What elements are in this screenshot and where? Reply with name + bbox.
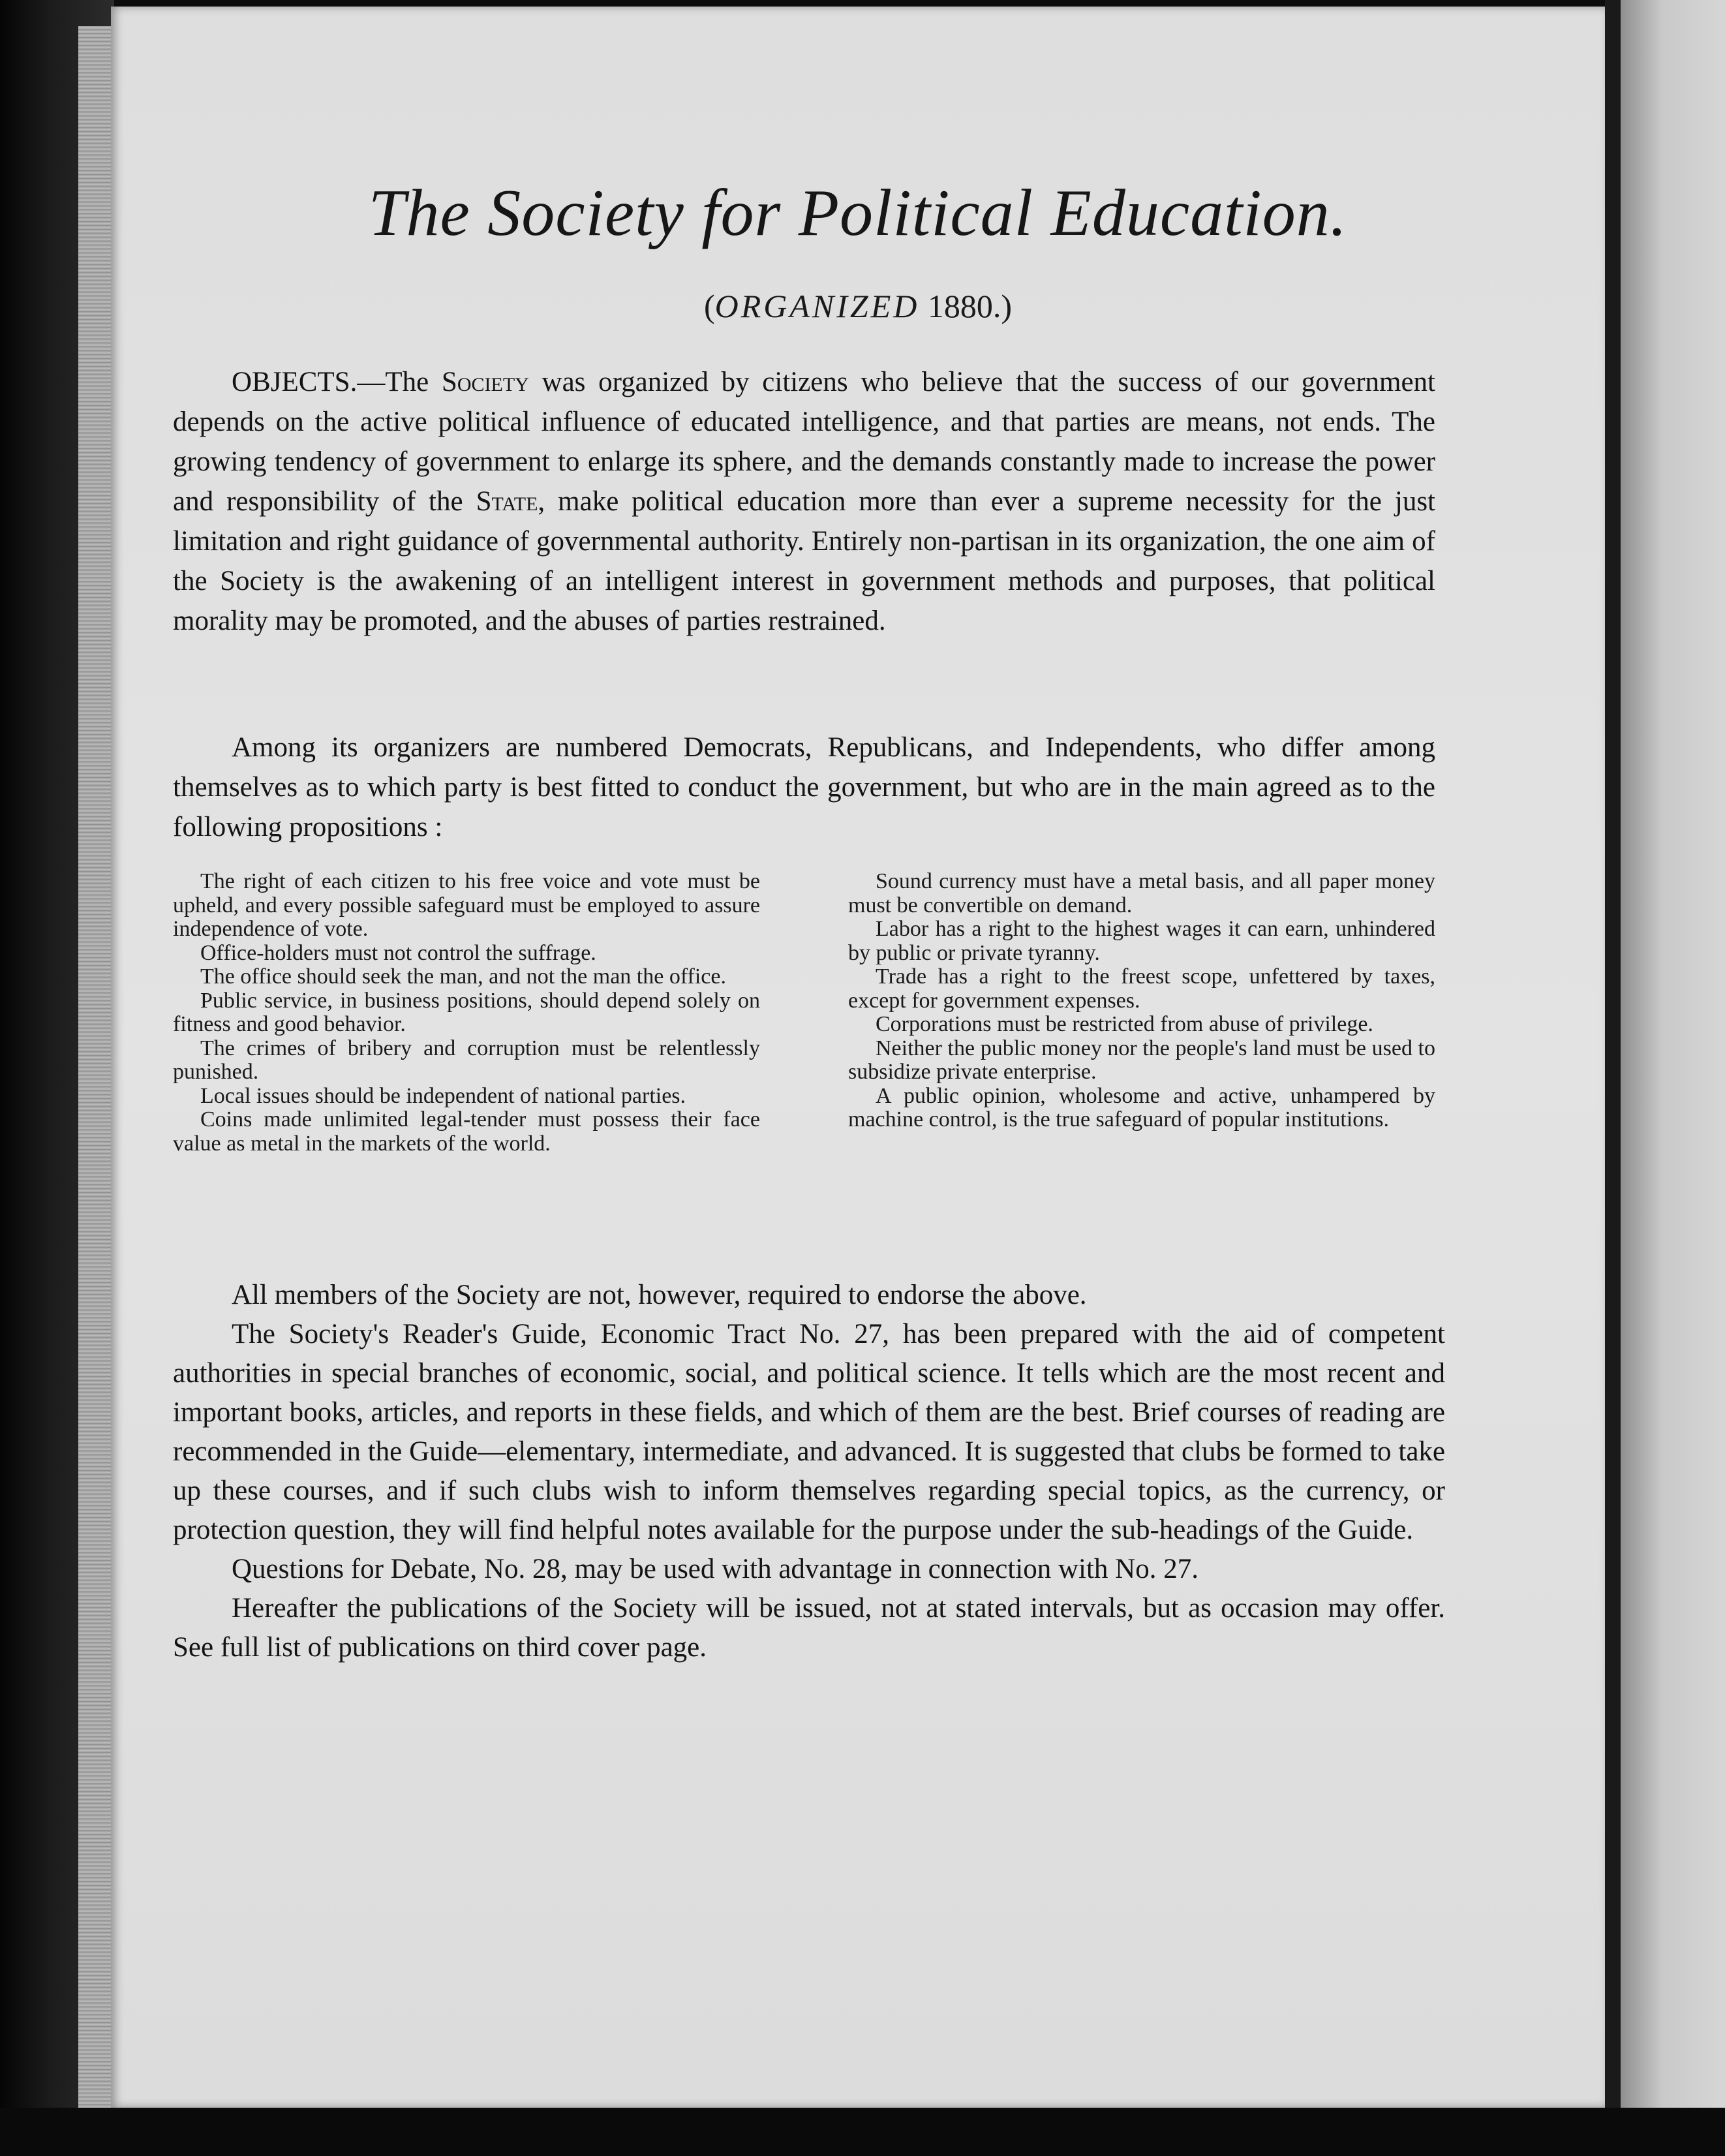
readers-guide-paragraph: The Society's Reader's Guide, Economic Tract No. 27, has been prepared with the aid of competent authorities in special branches of economic, social, and political science. It tells which are the most recent and important books, articles, and reports in these fields, and which of them are the best. Brief courses of reading are recommended in the Guide—elementary, intermediate, and advanced. It is suggested that clubs be formed to take up these courses, and if such clubs wish to inform themselves regarding special topics, as the currency, or protection question, they will find helpful notes available for the purpose under the sub-headings of the Guide. [173, 1319, 1445, 1545]
organized-subtitle [111, 287, 1605, 325]
bottom-shadow [0, 2108, 1725, 2156]
proposition-item: The office should seek the man, and not the man the office. [200, 964, 726, 989]
proposition-item: The crimes of bribery and corruption must be relentlessly punished. [173, 1036, 760, 1084]
proposition-item: Corporations must be restricted from abuse of privilege. [876, 1012, 1373, 1036]
subtitle-organized: ORGANIZED [714, 288, 920, 324]
endorse-paragraph: All members of the Society are not, however, required to endorse the above. [232, 1280, 1087, 1310]
propositions-right-column [848, 870, 1435, 1156]
proposition-item: Office-holders must not control the suffrage. [200, 940, 596, 965]
subtitle-open: ( [703, 288, 715, 324]
proposition-item: A public opinion, wholesome and active, unhampered by machine control, is the true safeguard of popular institutions. [848, 1083, 1435, 1132]
proposition-item: Public service, in business positions, should depend solely on fitness and good behavior. [173, 988, 760, 1036]
objects-paragraph [173, 362, 1435, 641]
publications-paragraph: Hereafter the publications of the Society will be issued, not at stated intervals, but as occasion may offer. See full list of publications on third cover page. [173, 1593, 1445, 1663]
objects-society-word: Society [441, 367, 529, 397]
closing-paragraphs [173, 1276, 1445, 1667]
page-gutter [1605, 0, 1621, 2156]
questions-debate-paragraph: Questions for Debate, No. 28, may be used with advantage in connection with No. 27. [232, 1554, 1198, 1584]
objects-text-1: was organized by citizens who believe that the success of our government depends on the active political influence of educated intelligence, and that parties are means, not ends. The growing tendency of government to enlarge its sphere, and the demands constantly made to increase the power and responsibility of the [173, 367, 1435, 517]
proposition-item: The right of each citizen to his free voice and vote must be upheld, and every possible safeguard must be employed to assure independence of vote. [173, 869, 760, 941]
page-title: The Society for Political Education. [368, 176, 1348, 250]
opposite-page-edge [1621, 0, 1725, 2156]
proposition-item: Coins made unlimited legal-tender must possess their face value as metal in the markets of the world. [173, 1107, 760, 1156]
propositions-columns [173, 870, 1435, 1156]
propositions-left-column [173, 870, 760, 1156]
proposition-item: Labor has a right to the highest wages it can earn, unhindered by public or private tyranny. [848, 917, 1435, 965]
objects-text-2: , make political education more than ever a supreme necessity for the just limitation and right guidance of governmental authority. Entirely non-partisan in its organization, the one aim of the Society is the awakening of an intelligent interest in government methods and purposes, that political morality may be promoted, and the abuses of parties restrained. [173, 486, 1436, 636]
proposition-item: Local issues should be independent of national parties. [200, 1083, 686, 1108]
organizers-paragraph [173, 728, 1435, 847]
organizers-text: Among its organizers are numbered Democrats, Republicans, and Independents, who differ among themselves as to which party is best fitted to conduct the government, but who are in the main agreed as to the following propositions : [173, 732, 1435, 842]
proposition-item: Sound currency must have a metal basis, and all paper money must be convertible on demand. [848, 869, 1435, 917]
proposition-item: Neither the public money nor the people's land must be used to subsidize private enterprise. [848, 1036, 1435, 1084]
objects-lead: OBJECTS.—The [232, 367, 442, 397]
proposition-item: Trade has a right to the freest scope, unfettered by taxes, except for government expenses. [848, 964, 1435, 1013]
objects-state-word: State [476, 486, 538, 517]
subtitle-year: 1880.) [927, 288, 1013, 324]
